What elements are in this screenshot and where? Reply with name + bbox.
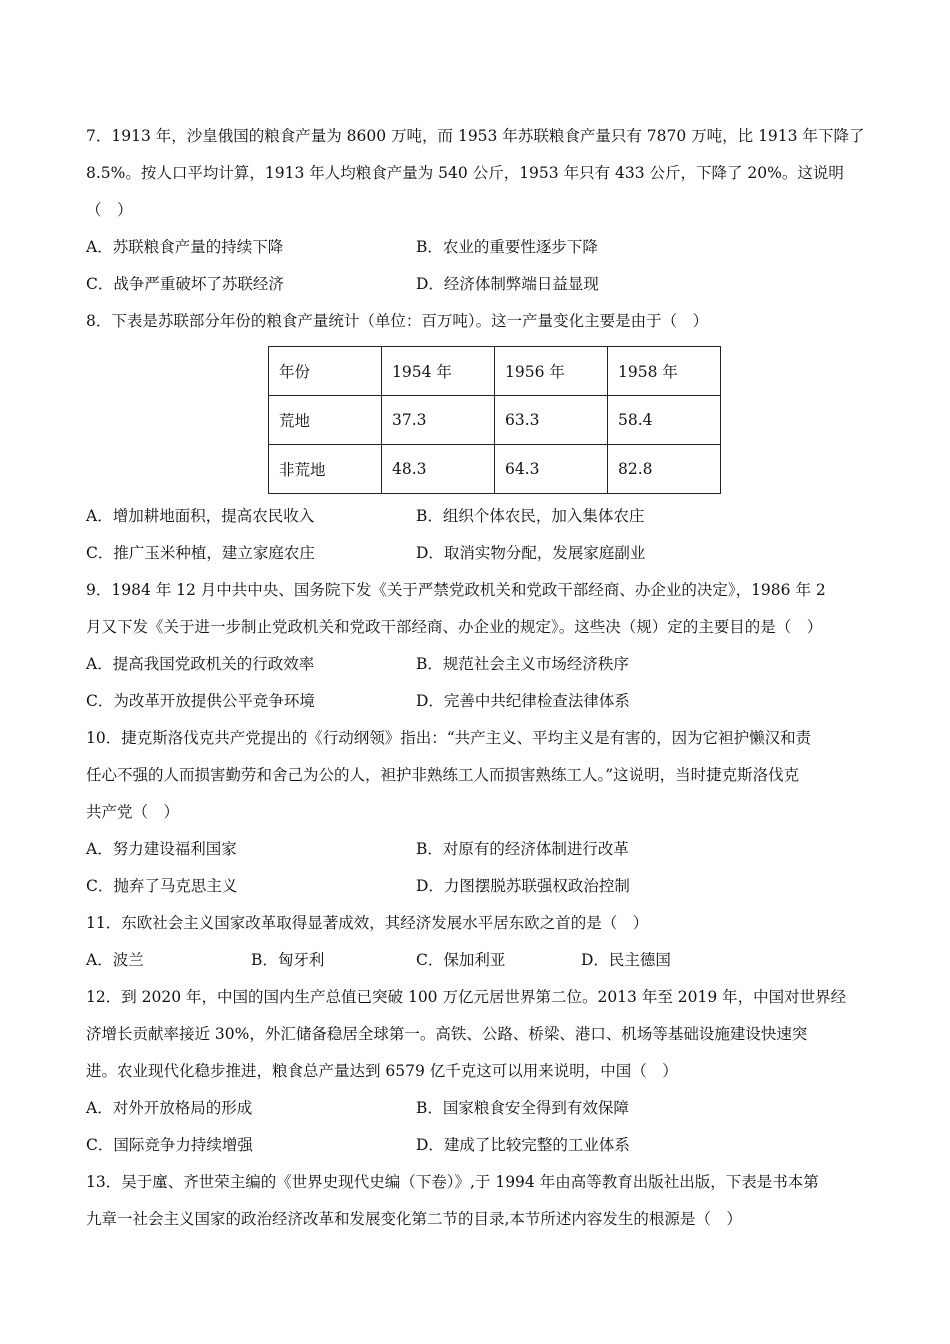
option-row [86,266,876,303]
question-stem-line: （ ） [86,201,133,219]
question-stem-line: 济增长贡献率接近 30%，外汇储备稳居全球第一。高铁、公路、桥梁、港口、机场等基础设施建设快速突 [86,1025,808,1043]
option-d[interactable]: D．建成了比较完整的工业体系 [416,1136,630,1154]
table-cell: 82.8 [608,445,721,494]
grain-output-table [268,346,721,494]
question-stem-line: 共产党（ ） [86,803,180,821]
table-cell: 1954 年 [382,347,495,396]
table-cell: 年份 [269,347,382,396]
question-8 [86,303,876,572]
option-row [86,1090,876,1127]
table-cell: 63.3 [495,396,608,445]
option-a[interactable]: A．增加耕地面积，提高农民收入 [86,507,315,525]
table-row [269,396,721,445]
option-c[interactable]: C．为改革开放提供公平竞争环境 [86,692,315,710]
option-a[interactable]: A．对外开放格局的形成 [86,1099,253,1117]
option-c[interactable]: C．国际竞争力持续增强 [86,1136,253,1154]
option-c[interactable]: C．战争严重破坏了苏联经济 [86,275,284,293]
table-cell: 非荒地 [269,445,382,494]
question-11 [86,905,876,979]
question-7 [86,118,876,303]
option-d[interactable]: D．力图摆脱苏联强权政治控制 [416,877,630,895]
table-row [269,445,721,494]
option-row [86,868,876,905]
table-header-row [269,347,721,396]
option-a[interactable]: A．提高我国党政机关的行政效率 [86,655,315,673]
option-row [86,1127,876,1164]
option-a[interactable]: A．波兰 [86,951,144,969]
option-row [86,229,876,266]
option-a[interactable]: A．苏联粮食产量的持续下降 [86,238,284,256]
question-stem-line: 8．下表是苏联部分年份的粮食产量统计（单位：百万吨）。这一产量变化主要是由于（ ） [86,312,709,330]
option-b[interactable]: B．规范社会主义市场经济秩序 [416,655,629,673]
question-stem-line: 进。农业现代化稳步推进，粮食总产量达到 6579 亿千克这可以用来说明，中国（ ） [86,1062,678,1080]
question-stem-line: 11．东欧社会主义国家改革取得显著成效，其经济发展水平居东欧之首的是（ ） [86,914,649,932]
option-b[interactable]: B．国家粮食安全得到有效保障 [416,1099,629,1117]
table-cell: 1956 年 [495,347,608,396]
option-c[interactable]: C．保加利亚 [416,951,506,969]
option-d[interactable]: D．取消实物分配，发展家庭副业 [416,544,646,562]
option-c[interactable]: C．推广玉米种植，建立家庭农庄 [86,544,315,562]
table-cell: 1958 年 [608,347,721,396]
table-cell: 64.3 [495,445,608,494]
exam-page [86,118,876,1238]
option-d[interactable]: D．完善中共纪律检查法律体系 [416,692,630,710]
option-b[interactable]: B．组织个体农民，加入集体农庄 [416,507,645,525]
option-c[interactable]: C．抛弃了马克思主义 [86,877,238,895]
question-13 [86,1164,876,1238]
option-b[interactable]: B．农业的重要性逐步下降 [416,238,598,256]
table-cell: 荒地 [269,396,382,445]
question-stem-line: 任心不强的人而损害勤劳和舍己为公的人，袒护非熟练工人而损害熟练工人。”这说明，当时捷克斯洛伐克 [86,766,800,784]
question-stem-line: 九章一社会主义国家的政治经济改革和发展变化第二节的目录,本节所述内容发生的根源是（ ） [86,1210,742,1228]
option-row [86,683,876,720]
option-row [86,831,876,868]
question-10 [86,720,876,905]
option-a[interactable]: A．努力建设福利国家 [86,840,237,858]
question-12 [86,979,876,1164]
question-stem-line: 7．1913 年，沙皇俄国的粮食产量为 8600 万吨，而 1953 年苏联粮食产量只有 7870 万吨，比 1913 年下降了 [86,127,865,145]
option-d[interactable]: D．经济体制弊端日益显现 [416,275,599,293]
option-b[interactable]: B．匈牙利 [251,951,325,969]
question-stem-line: 13．吴于廑、齐世荣主编的《世界史现代史编（下卷）》,于 1994 年由高等教育出版社出版，下表是书本第 [86,1173,819,1191]
table-cell: 37.3 [382,396,495,445]
question-stem-line: 月又下发《关于进一步制止党政机关和党政干部经商、办企业的规定》。这些决（规）定的主要目的是（ ） [86,618,823,636]
question-stem-line: 10．捷克斯洛伐克共产党提出的《行动纲领》指出：“共产主义、平均主义是有害的，因为它袒护懒汉和责 [86,729,812,747]
option-d[interactable]: D．民主德国 [581,951,671,969]
table-cell: 58.4 [608,396,721,445]
option-row [86,498,876,535]
option-row [86,942,876,979]
option-row [86,646,876,683]
table-cell: 48.3 [382,445,495,494]
option-row [86,535,876,572]
question-9 [86,572,876,720]
option-b[interactable]: B．对原有的经济体制进行改革 [416,840,629,858]
question-stem-line: 9．1984 年 12 月中共中央、国务院下发《关于严禁党政机关和党政干部经商、办企业的决定》，1986 年 2 [86,581,826,599]
question-stem-line: 12．到 2020 年，中国的国内生产总值已突破 100 万亿元居世界第二位。2013 年至 2019 年，中国对世界经 [86,988,847,1006]
question-stem-line: 8.5%。按人口平均计算，1913 年人均粮食产量为 540 公斤，1953 年只有 433 公斤，下降了 20%。这说明 [86,164,844,182]
